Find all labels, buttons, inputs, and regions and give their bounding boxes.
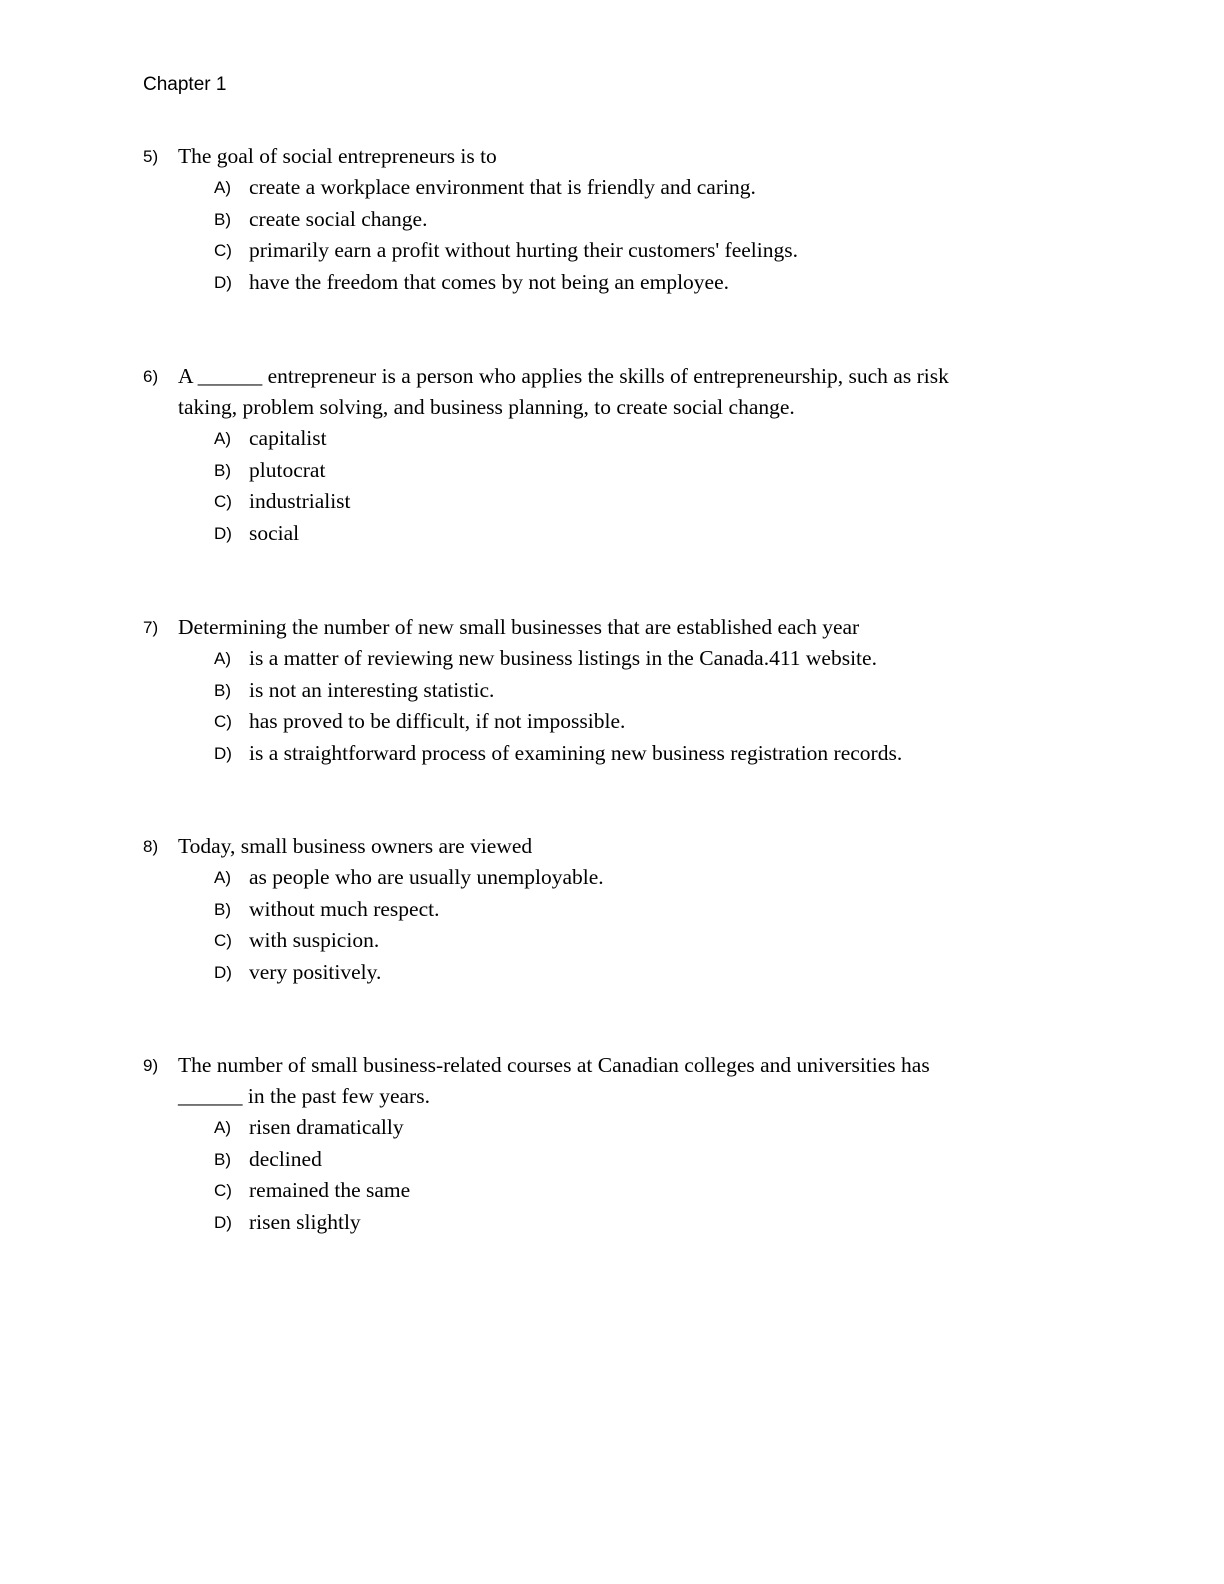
answer-options — [143, 862, 1043, 988]
option-text: is a straightforward process of examining new business registration records. — [249, 740, 903, 765]
question-stem-text: Determining the number of new small businesses that are established each year — [178, 615, 860, 639]
option-letter: A) — [214, 868, 231, 887]
option-text: has proved to be difficult, if not impossible. — [249, 709, 626, 733]
option-letter: C) — [214, 931, 232, 950]
question-number: 5) — [143, 147, 159, 166]
option-letter: A) — [214, 1118, 231, 1137]
question-number: 7) — [143, 618, 159, 637]
question-5 — [143, 141, 1043, 298]
question-stem-text: The number of small business-related courses at Canadian colleges and universities has — [178, 1053, 930, 1077]
question-stem — [143, 612, 1043, 643]
option-text: create a workplace environment that is friendly and caring. — [249, 175, 756, 199]
answer-option-b — [143, 455, 1043, 487]
answer-option-c — [143, 486, 1043, 518]
answer-option-a — [143, 423, 1043, 455]
question-number: 6) — [143, 367, 159, 386]
option-letter: D) — [214, 1212, 232, 1232]
answer-option-a — [143, 643, 1043, 675]
question-stem — [143, 1050, 1043, 1112]
chapter-heading: Chapter 1 — [143, 74, 227, 95]
option-text: have the freedom that comes by not being an employee. — [249, 269, 730, 294]
option-text: very positively. — [249, 959, 382, 984]
option-text: is a matter of reviewing new business listings in the Canada.411 website. — [249, 646, 877, 670]
option-letter: C) — [214, 712, 232, 731]
option-text: industrialist — [249, 489, 351, 513]
question-7 — [143, 612, 1043, 769]
option-letter: C) — [214, 492, 232, 511]
option-letter: B) — [214, 209, 231, 229]
option-letter: D) — [214, 523, 232, 543]
option-letter: C) — [214, 241, 232, 260]
answer-option-c — [143, 235, 1043, 267]
answer-option-d — [143, 738, 1043, 770]
option-text: declined — [249, 1146, 322, 1171]
answer-option-b — [143, 894, 1043, 926]
question-stem — [143, 141, 1043, 172]
option-text: primarily earn a profit without hurting their customers' feelings. — [249, 238, 798, 262]
question-stem-text: taking, problem solving, and business planning, to create social change. — [178, 395, 795, 419]
question-number: 8) — [143, 837, 159, 856]
answer-option-d — [143, 957, 1043, 989]
question-stem-text: Today, small business owners are viewed — [178, 834, 533, 858]
answer-option-b — [143, 1144, 1043, 1176]
question-stem-text: A ______ entrepreneur is a person who applies the skills of entrepreneurship, such as risk — [178, 364, 949, 388]
option-text: with suspicion. — [249, 928, 380, 952]
option-text: without much respect. — [249, 896, 440, 921]
option-text: remained the same — [249, 1178, 411, 1202]
option-text: as people who are usually unemployable. — [249, 865, 604, 889]
answer-option-d — [143, 518, 1043, 550]
option-letter: D) — [214, 743, 232, 763]
option-text: capitalist — [249, 426, 327, 450]
option-text: is not an interesting statistic. — [249, 677, 495, 702]
option-letter: A) — [214, 429, 231, 448]
answer-option-b — [143, 675, 1043, 707]
option-letter: B) — [214, 899, 231, 919]
option-text: risen slightly — [249, 1209, 361, 1234]
option-letter: D) — [214, 962, 232, 982]
option-letter: C) — [214, 1181, 232, 1200]
question-stem — [143, 831, 1043, 862]
question-stem — [143, 361, 1043, 423]
option-text: plutocrat — [249, 457, 326, 482]
answer-option-c — [143, 1175, 1043, 1207]
question-8 — [143, 831, 1043, 988]
option-letter: B) — [214, 680, 231, 700]
answer-option-a — [143, 862, 1043, 894]
option-text: risen dramatically — [249, 1115, 404, 1139]
answer-options — [143, 1112, 1043, 1238]
answer-options — [143, 423, 1043, 549]
answer-option-b — [143, 204, 1043, 236]
option-text: social — [249, 520, 300, 545]
option-letter: A) — [214, 178, 231, 197]
question-stem-text: The goal of social entrepreneurs is to — [178, 144, 497, 168]
question-number: 9) — [143, 1056, 159, 1075]
option-text: create social change. — [249, 206, 428, 231]
answer-option-c — [143, 925, 1043, 957]
question-stem-text: ______ in the past few years. — [178, 1084, 430, 1108]
answer-options — [143, 643, 1043, 769]
answer-option-c — [143, 706, 1043, 738]
option-letter: B) — [214, 1149, 231, 1169]
option-letter: D) — [214, 272, 232, 292]
question-9 — [143, 1050, 1043, 1238]
option-letter: B) — [214, 460, 231, 480]
answer-option-a — [143, 1112, 1043, 1144]
answer-options — [143, 172, 1043, 298]
question-6 — [143, 361, 1043, 549]
answer-option-d — [143, 267, 1043, 299]
answer-option-a — [143, 172, 1043, 204]
option-letter: A) — [214, 649, 231, 668]
answer-option-d — [143, 1207, 1043, 1239]
